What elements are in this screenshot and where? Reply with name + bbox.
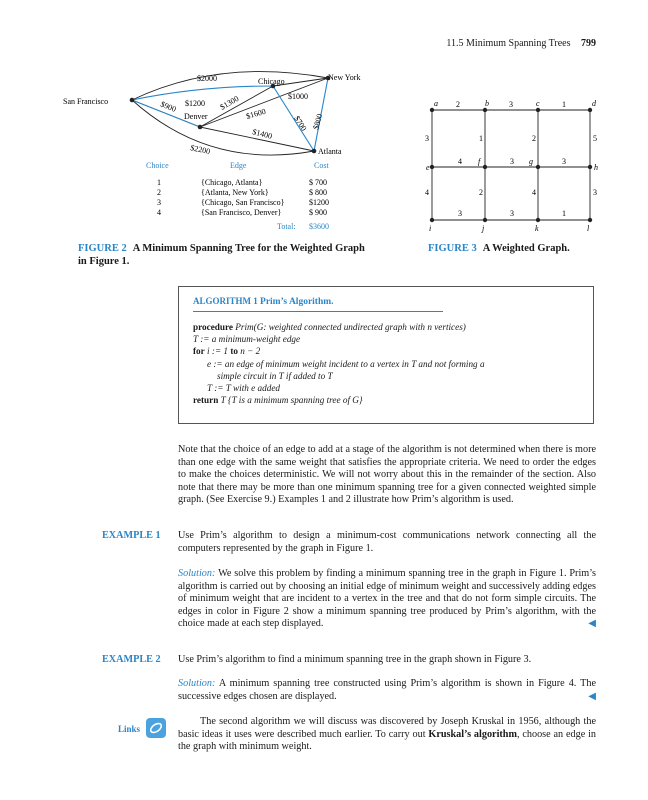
pseudocode-line-2: T := a minimum-weight edge <box>193 334 301 345</box>
weight-fj: 2 <box>479 188 483 197</box>
label-e: e <box>426 163 430 172</box>
table-row-1-cost: $ 700 <box>309 178 327 187</box>
vertex-e <box>430 165 434 169</box>
table-row-3-choice: 3 <box>157 198 161 207</box>
weight-fg: 3 <box>510 157 514 166</box>
figure2-caption <box>78 242 368 268</box>
vertex-l <box>588 218 592 222</box>
label-denver: Denver <box>184 112 208 121</box>
label-g: g <box>529 157 533 166</box>
weight-chicago-atlanta: $700 <box>292 114 309 133</box>
weight-sf-chicago: $1200 <box>185 99 205 108</box>
pseudocode-line-5: simple circuit in T if added to T <box>217 370 333 381</box>
figure3-graph <box>418 96 604 236</box>
label-i: i <box>429 224 432 233</box>
weight-kl: 1 <box>562 209 566 218</box>
vertex-sf <box>130 98 135 103</box>
algorithm-label: ALGORITHM 1 <box>193 296 258 306</box>
vertex-denver <box>198 125 203 130</box>
vertex-atlanta <box>312 149 317 154</box>
figure2-caption-text: A Minimum Spanning Tree for the Weighted Graph in Figure 1. <box>78 243 365 267</box>
table-row-2-choice: 2 <box>157 188 161 197</box>
links-label: Links <box>118 724 141 734</box>
label-ny: New York <box>328 73 361 82</box>
weight-sf-atlanta: $2200 <box>189 143 212 157</box>
weight-sf-ny: $2000 <box>197 74 217 83</box>
label-d: d <box>592 99 596 108</box>
pseudocode-line-4: e := an edge of minimum weight incident to a vertex in T and not forming a <box>207 358 485 369</box>
example1-solution <box>178 568 596 631</box>
weight-gk: 4 <box>532 188 536 197</box>
table-total-value: $3600 <box>309 222 329 231</box>
figure2-caption-label: FIGURE 2 <box>78 243 127 254</box>
pseudocode-for-kw: for <box>193 346 205 357</box>
paragraph-kruskal <box>178 716 596 754</box>
links-badge[interactable] <box>118 716 170 740</box>
table-total-label: Total: <box>277 222 296 231</box>
weight-dh: 5 <box>593 134 597 143</box>
weight-jk: 3 <box>510 209 514 218</box>
figure3-caption-text: A Weighted Graph. <box>482 243 570 254</box>
page-number: 799 <box>581 38 596 49</box>
label-j: j <box>482 224 485 233</box>
label-l: l <box>587 224 590 233</box>
vertex-h <box>588 165 592 169</box>
algorithm-name: Prim’s Algorithm. <box>260 297 334 307</box>
vertex-d <box>588 108 592 112</box>
example2-solution-text: A minimum spanning tree constructed using Prim’s algorithm is shown in Figure 4. The successive edges chosen are displayed. <box>178 678 597 702</box>
paragraph-note: Note that the choice of an edge to add at a stage of the algorithm is not determined when there is more than one edge with the same weight that satisfies the appropriate criteria. We need to order the edges to make the choices deterministic. We will not worry about this in the remainder of the section. Also note that there may be more than one minimum spanning tree for a given connected weighted simple graph. (See Exercise 9.) Examples 1 and 2 illustrate how Prim’s algorithm is used. <box>178 444 596 505</box>
pseudocode-line-1: Prim(G: weighted connected undirected graph with n vertices) <box>235 322 466 332</box>
label-k: k <box>535 224 539 233</box>
table-row-2-cost: $ 800 <box>309 188 327 197</box>
vertex-b <box>483 108 487 112</box>
algorithm-box <box>178 286 594 424</box>
label-h: h <box>594 163 598 172</box>
weight-gh: 3 <box>562 157 566 166</box>
weight-hl: 3 <box>593 188 597 197</box>
weight-ef: 4 <box>458 157 462 166</box>
weight-ab: 2 <box>456 100 460 109</box>
pseudocode-return-kw: return <box>193 395 219 406</box>
algorithm-pseudocode <box>193 321 583 406</box>
table-header-cost: Cost <box>314 161 329 170</box>
vertex-j <box>483 218 487 222</box>
pseudocode-procedure-kw: procedure <box>193 322 233 332</box>
table-row-1-choice: 1 <box>157 178 161 187</box>
pseudocode-line-3-mid: i := 1 <box>207 346 229 357</box>
weight-ny-atlanta: $800 <box>311 112 325 131</box>
weight-cd: 1 <box>562 100 566 109</box>
vertex-a <box>430 108 434 112</box>
figure2-graph <box>60 62 380 240</box>
table-row-2-edge: {Atlanta, New York} <box>201 188 269 197</box>
vertex-f <box>483 165 487 169</box>
figure3-caption-label: FIGURE 3 <box>428 243 477 254</box>
weight-bc: 3 <box>509 100 513 109</box>
example1-text: Use Prim’s algorithm to design a minimum-cost communications network connecting all the computers represented by the graph in Figure 1. <box>178 530 596 554</box>
pseudocode-line-3-end: n − 2 <box>240 346 261 357</box>
pseudocode-line-6: T := T with e added <box>207 383 280 394</box>
example2-solution-label: Solution: <box>178 678 216 689</box>
vertex-i <box>430 218 434 222</box>
table-row-3-edge: {Chicago, San Francisco} <box>201 198 285 207</box>
table-header-choice: Choice <box>146 161 169 170</box>
label-chicago: Chicago <box>258 77 285 86</box>
section-title: 11.5 Minimum Spanning Trees <box>446 38 571 49</box>
weight-denver-atlanta: $1400 <box>251 127 274 141</box>
vertex-g <box>536 165 540 169</box>
vertex-k <box>536 218 540 222</box>
label-sf: San Francisco <box>63 97 109 106</box>
table-header-edge: Edge <box>230 161 247 170</box>
kruskal-term: Kruskal’s algorithm <box>428 728 517 740</box>
table-row-3-cost: $1200 <box>309 198 329 207</box>
weight-denver-chicago: $1300 <box>218 93 241 112</box>
weight-ae: 3 <box>425 134 429 143</box>
weight-denver-ny: $1600 <box>245 106 267 121</box>
end-of-solution-icon: ◀ <box>588 618 596 629</box>
pseudocode-to-kw: to <box>230 346 238 357</box>
figure3-caption <box>428 242 618 255</box>
paragraph-kruskal-part2: , choose an edge in the graph with minimum weight. <box>178 728 597 752</box>
weight-bf: 1 <box>479 134 483 143</box>
label-b: b <box>485 99 489 108</box>
weight-ei: 4 <box>425 188 429 197</box>
label-c: c <box>536 99 540 108</box>
example2-label: EXAMPLE 2 <box>102 654 161 665</box>
label-f: f <box>478 157 481 166</box>
example2-solution <box>178 678 596 703</box>
vertex-c <box>536 108 540 112</box>
example2-text: Use Prim’s algorithm to find a minimum spanning tree in the graph shown in Figure 3. <box>178 654 532 665</box>
weight-ij: 3 <box>458 209 462 218</box>
example1-solution-label: Solution: <box>178 568 216 579</box>
label-a: a <box>434 99 438 108</box>
table-row-4-edge: {San Francisco, Denver} <box>201 208 282 217</box>
weight-cg: 2 <box>532 134 536 143</box>
running-header <box>446 38 596 49</box>
links-icon <box>118 716 170 740</box>
example1-label: EXAMPLE 1 <box>102 530 161 541</box>
weight-sf-denver: $900 <box>159 99 178 114</box>
algorithm-title <box>193 295 334 308</box>
example1-solution-text: We solve this problem by finding a minimum spanning tree in the graph in Figure 1. Prim’s algorithm is carried out by choosing an initial edge of minimum weight and successively adding edges of minimum weight that are incident to a vertex in the tree and that do not form simple circuits. The edges in color in Figure 2 show a minimum spanning tree produced by Prim’s algorithm, with the choice made at each step displayed. <box>178 568 596 629</box>
table-row-4-choice: 4 <box>157 208 161 217</box>
paragraph-kruskal-part1: The second algorithm we will discuss was discovered by Joseph Kruskal in 1956, although the basic ideas it uses were described much earlier. To carry out <box>178 716 596 740</box>
label-atlanta: Atlanta <box>318 147 342 156</box>
weight-chicago-ny: $1000 <box>288 92 308 101</box>
end-of-solution-icon: ◀ <box>588 690 596 702</box>
table-row-1-edge: {Chicago, Atlanta} <box>201 178 263 187</box>
table-row-4-cost: $ 900 <box>309 208 327 217</box>
pseudocode-line-7: T {T is a minimum spanning tree of G} <box>220 395 363 406</box>
algorithm-rule <box>193 311 443 312</box>
